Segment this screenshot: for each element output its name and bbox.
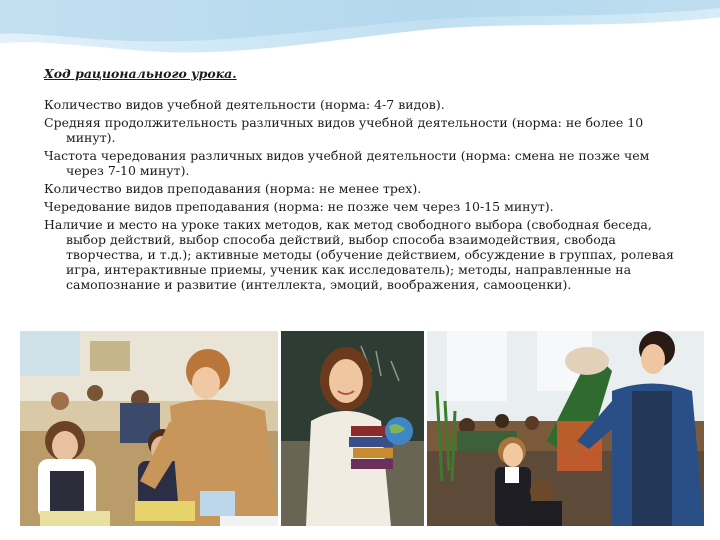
- criterion-item-5: Чередование видов преподавания (норма: не позже чем через 10-15 минут).: [44, 199, 554, 214]
- criterion-item-2: Средняя продолжительность различных видов учебной деятельности (норма: не более 10 минут).: [44, 115, 644, 145]
- criterion-item-4: Количество видов преподавания (норма: не менее трех).: [44, 181, 422, 196]
- photo-strip: [20, 331, 706, 526]
- criterion-item-1: Количество видов учебной деятельности (норма: 4-7 видов).: [44, 97, 445, 112]
- student-giving-flowers-to-teacher-photo: [427, 331, 704, 526]
- classroom-teacher-helping-students-photo: [20, 331, 278, 526]
- slide-heading: Ход рационального урока.: [44, 66, 237, 81]
- teacher-holding-books-photo: [281, 331, 424, 526]
- criterion-item-3: Частота чередования различных видов учебной деятельности (норма: смена не позже чем через 7-10 минут).: [44, 148, 650, 178]
- slide-body: [44, 66, 684, 295]
- criterion-item-6: Наличие и место на уроке таких методов, как метод свободного выбора (свободная беседа, выбор действий, выбор способа действий, выбор способа взаимодействия, свобода творчества, и т.д.); активные методы (обучение действием, обсуждение в группах, ролевая игра, интерактивные приемы, ученик как исследователь); методы, направленные на самопознание и развитие (интеллекта, эмоций, воображения, самооценки).: [44, 217, 674, 292]
